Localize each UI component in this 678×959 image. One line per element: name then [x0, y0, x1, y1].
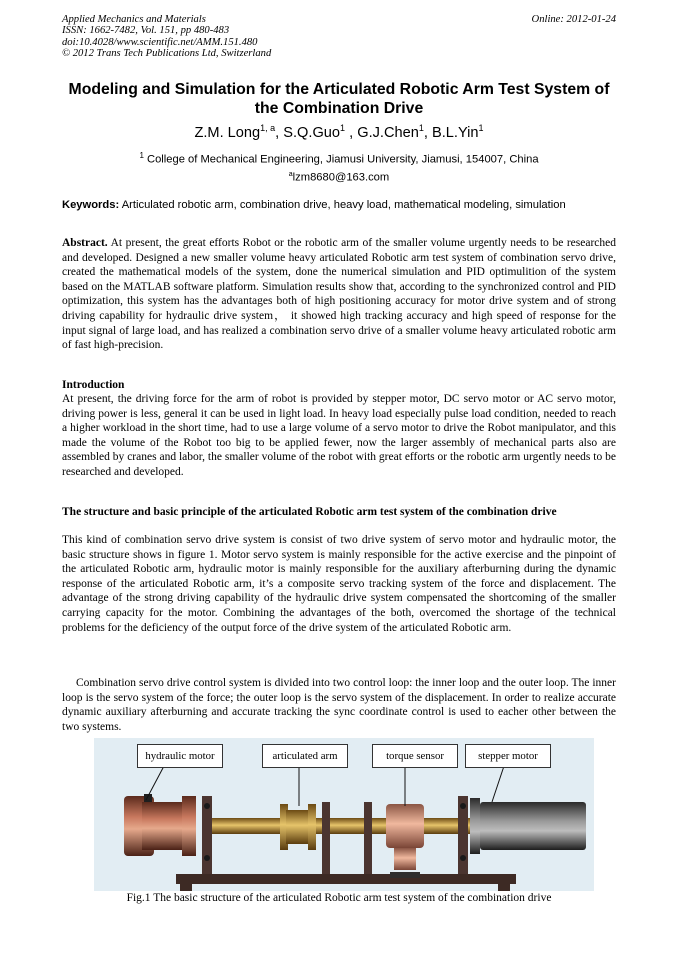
base-foot — [180, 884, 192, 891]
affiliation — [62, 151, 616, 166]
journal-copyright: © 2012 Trans Tech Publications Ltd, Switzerland — [62, 47, 272, 59]
abstract-label: Abstract. — [62, 237, 108, 249]
base-foot — [498, 884, 510, 891]
paper-title: Modeling and Simulation for the Articulated Robotic Arm Test System of the Combination Drive — [68, 81, 610, 117]
arm-spool — [286, 810, 310, 844]
base-frame — [176, 874, 516, 884]
torque-sensor-body — [386, 804, 424, 848]
hydraulic-motor-flange — [182, 796, 196, 856]
author-name: S.Q.Guo — [283, 124, 341, 141]
abstract-text: At present, the great efforts Robot or the robotic arm of the smaller volume urgently needs to be researched and developed. Designed a new smaller volume heavy articulated Robotic arm test system of combination servo drive, created the mathematical models of the system, done the numerical simulation and PID optimulition of the system based on the MATLAB software platform. Simulation results show that, according to the synchronized control and PID optimization, this system has the advantages both of high positioning accuracy for motor drive system and of strong driving capability for hydraulic drive system， it showed high tracking accuracy and high speed of response for the input signal of large load, and has realized a combination servo drive of a smaller volume heavy articulated robotic arm of fast high-precision. — [62, 237, 616, 352]
keywords — [62, 198, 616, 212]
stepper-motor-body — [480, 802, 586, 850]
hydraulic-motor-body — [142, 802, 184, 850]
stepper-motor-flange — [470, 798, 480, 854]
online-date: Online: 2012-01-24 — [531, 14, 616, 25]
intro-paragraph: At present, the driving force for the arm of robot is provided by stepper motor, DC servo motor or AC servo motor, driving power is less, general it can be used in light load. In heavy load especially pulse load condition, needed to reach a higher workload in the short time, had to use a large volume of a servo motor to drive the Robot manipulator, and this made the volume of the Robot too big to be applied fewer, now the larger assembly of mechanical parts also are assembled by cranes and labor, the smaller volume of the robot with great efforts or the robotic arm urgently needs to be researched and developed. — [62, 393, 616, 478]
email-text: lzm8680@163.com — [292, 171, 390, 184]
author-name: B.L.Yin — [432, 124, 479, 141]
arm-spool-flange — [308, 804, 316, 850]
author-sup: 1 — [340, 123, 346, 133]
email-sup: a — [288, 171, 293, 178]
support-plate — [322, 802, 330, 874]
author-sup: 1 — [478, 123, 484, 133]
author-list: Z.M. Long$^{1, a}$, S.Q.Guo$^1$ , G.J.Chen$^1$, B.L.Yin$^1$ — [194, 123, 484, 141]
torque-sensor-mount — [394, 848, 416, 870]
structure-paragraph-1: This kind of combination servo drive system is consist of two drive system of servo motor and hydraulic motor, the basic structure shows in figure 1. Motor servo system is mainly responsible for the active exercise and the pinpoint of the articulated Robotic arm, hydraulic motor is mainly responsible for the auxiliary afterburning during the dynamic response of the articulated Robotic arm, it’s a composite servo tracking system of the force and displacement. The advantage of the strong driving capability of the hydraulic drive system compensated the shortcoming of the smaller carrying capacity for the motor. Combining the advantages of the both, overcomed the shortage of the technical problems for the deficiency of the output force of the drive system of the articulated Robotic arm. — [62, 534, 616, 634]
intro-heading: Introduction — [62, 379, 125, 391]
affiliation-text: College of Mechanical Engineering, Jiamusi University, Jiamusi, 154007, China — [147, 153, 539, 166]
keywords-text: Articulated robotic arm, combination drive, heavy load, mathematical modeling, simulation — [121, 199, 566, 211]
figure-caption: Fig.1 The basic structure of the articulated Robotic arm test system of the combination drive — [126, 892, 552, 904]
structure-heading: The structure and basic principle of the articulated Robotic arm test system of the combination drive — [62, 506, 557, 518]
keywords-label: Keywords: — [62, 199, 120, 211]
author-sup: 1, a — [260, 123, 276, 133]
author-name: G.J.Chen — [357, 124, 419, 141]
author-sup: 1 — [418, 123, 424, 133]
label-stepper-motor: stepper motor — [465, 744, 551, 768]
affiliation-sup: 1 — [139, 151, 144, 160]
journal-name: Applied Mechanics and Materials — [62, 14, 206, 25]
torque-sensor-base — [390, 872, 420, 878]
structure-paragraph-2: Combination servo drive control system is divided into two control loop: the inner loop and the outer loop. The inner loop is the servo system of the force; the outer loop is the servo system of the displacement. In order to realize accurate dynamic auxiliary afterburning and accurate tracking the sync coordinate control is used to eacher other between the two systems. — [62, 677, 616, 733]
figure-1 — [94, 738, 594, 891]
support-plate — [364, 802, 372, 874]
label-articulated-arm: articulated arm — [262, 744, 348, 768]
journal-issn: ISSN: 1662-7482, Vol. 151, pp 480-483 — [62, 25, 230, 37]
journal-header — [62, 14, 271, 59]
journal-doi: doi:10.4028/www.scientific.net/AMM.151.480 — [62, 36, 258, 48]
abstract — [62, 236, 616, 353]
label-hydraulic-motor: hydraulic motor — [137, 744, 223, 768]
author-email — [62, 171, 616, 184]
label-torque-sensor: torque sensor — [372, 744, 458, 768]
author-name: Z.M. Long — [194, 124, 261, 141]
